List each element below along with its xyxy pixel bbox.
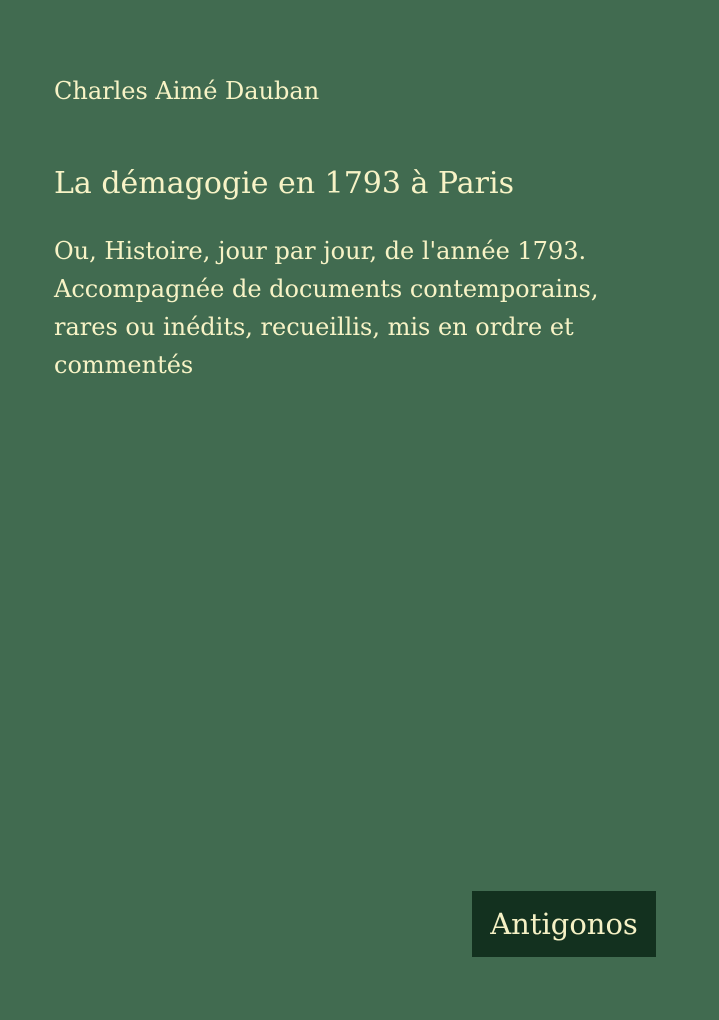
- book-title: La démagogie en 1793 à Paris: [54, 166, 514, 201]
- book-subtitle: [54, 232, 674, 384]
- subtitle-line: Ou, Histoire, jour par jour, de l'année 1793.: [54, 237, 587, 265]
- subtitle-line: rares ou inédits, recueillis, mis en ordre et: [54, 313, 574, 341]
- author-name: Charles Aimé Dauban: [54, 77, 320, 105]
- subtitle-line: Accompagnée de documents contemporains,: [54, 275, 599, 303]
- subtitle-line: commentés: [54, 351, 194, 379]
- publisher-logo: Antigonos: [472, 891, 656, 957]
